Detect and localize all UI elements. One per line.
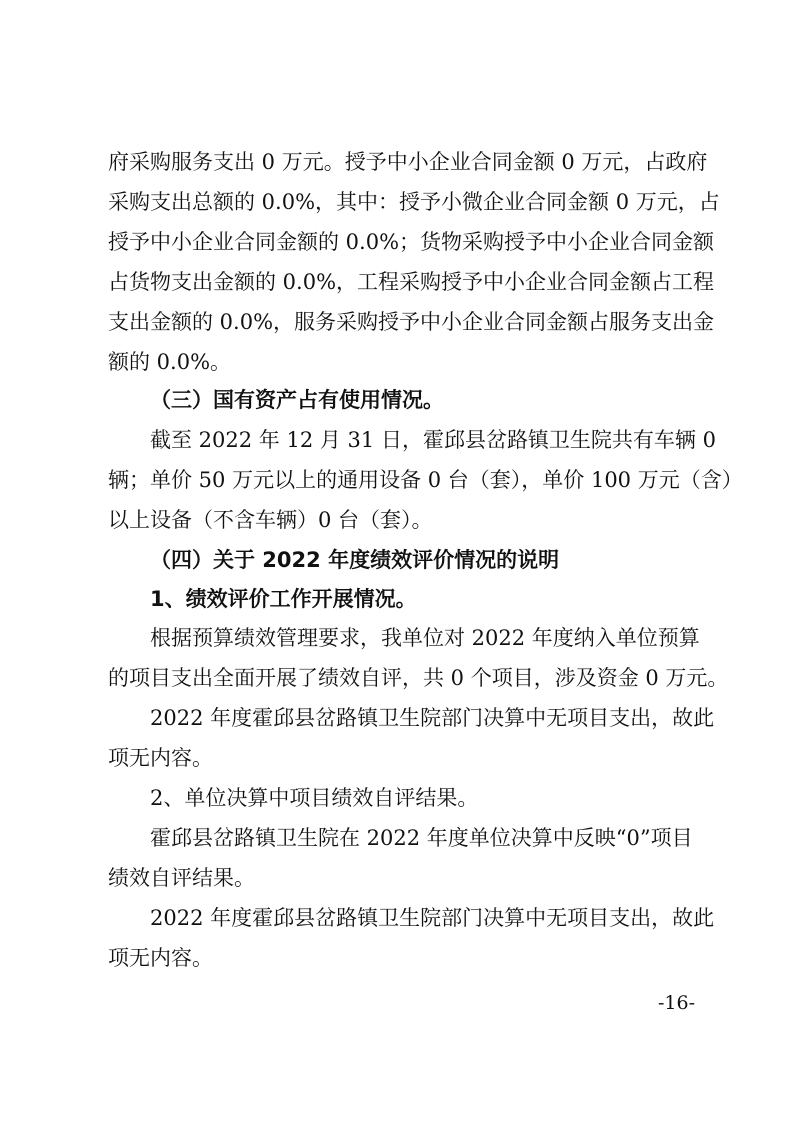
paragraph-line: 截至 2022 年 12 月 31 日，霍邱县岔路镇卫生院共有车辆 0 xyxy=(150,428,716,452)
paragraph-line: 项无内容。 xyxy=(108,946,213,970)
paragraph-line: 2022 年度霍邱县岔路镇卫生院部门决算中无项目支出，故此 xyxy=(150,706,715,730)
paragraph-line: 府采购服务支出 0 万元。授予中小企业合同金额 0 万元，占政府 xyxy=(108,150,708,174)
paragraph-line: 采购支出总额的 0.0%，其中：授予小微企业合同金额 0 万元，占 xyxy=(108,190,720,214)
paragraph-line: 以上设备（不含车辆）0 台（套）。 xyxy=(108,508,433,532)
paragraph-line: 授予中小企业合同金额的 0.0%；货物采购授予中小企业合同金额 xyxy=(108,230,715,254)
paragraph-line: 2022 年度霍邱县岔路镇卫生院部门决算中无项目支出，故此 xyxy=(150,906,715,930)
paragraph-line: 项无内容。 xyxy=(108,746,213,770)
paragraph-line: 支出金额的 0.0%，服务采购授予中小企业合同金额占服务支出金 xyxy=(108,310,715,334)
paragraph-line: 占货物支出金额的 0.0%，工程采购授予中小企业合同金额占工程 xyxy=(108,270,715,294)
section-heading-4: （四）关于 2022 年度绩效评价情况的说明 xyxy=(150,548,560,572)
paragraph-line: 的项目支出全面开展了绩效自评，共 0 个项目，涉及资金 0 万元。 xyxy=(108,666,729,690)
paragraph-line: 绩效自评结果。 xyxy=(108,866,255,890)
subsection-heading-2: 2、单位决算中项目绩效自评结果。 xyxy=(150,786,479,810)
paragraph-line: 根据预算绩效管理要求，我单位对 2022 年度纳入单位预算 xyxy=(150,626,700,650)
paragraph-line: 霍邱县岔路镇卫生院在 2022 年度单位决算中反映“0”项目 xyxy=(150,826,693,850)
subsection-heading-1: 1、绩效评价工作开展情况。 xyxy=(150,587,417,611)
paragraph-line: 辆；单价 50 万元以上的通用设备 0 台（套），单价 100 万元（含） xyxy=(108,468,743,492)
paragraph-line: 额的 0.0%。 xyxy=(108,350,232,374)
section-heading-3: （三）国有资产占有使用情况。 xyxy=(150,388,444,412)
page-number: -16- xyxy=(657,992,695,1014)
